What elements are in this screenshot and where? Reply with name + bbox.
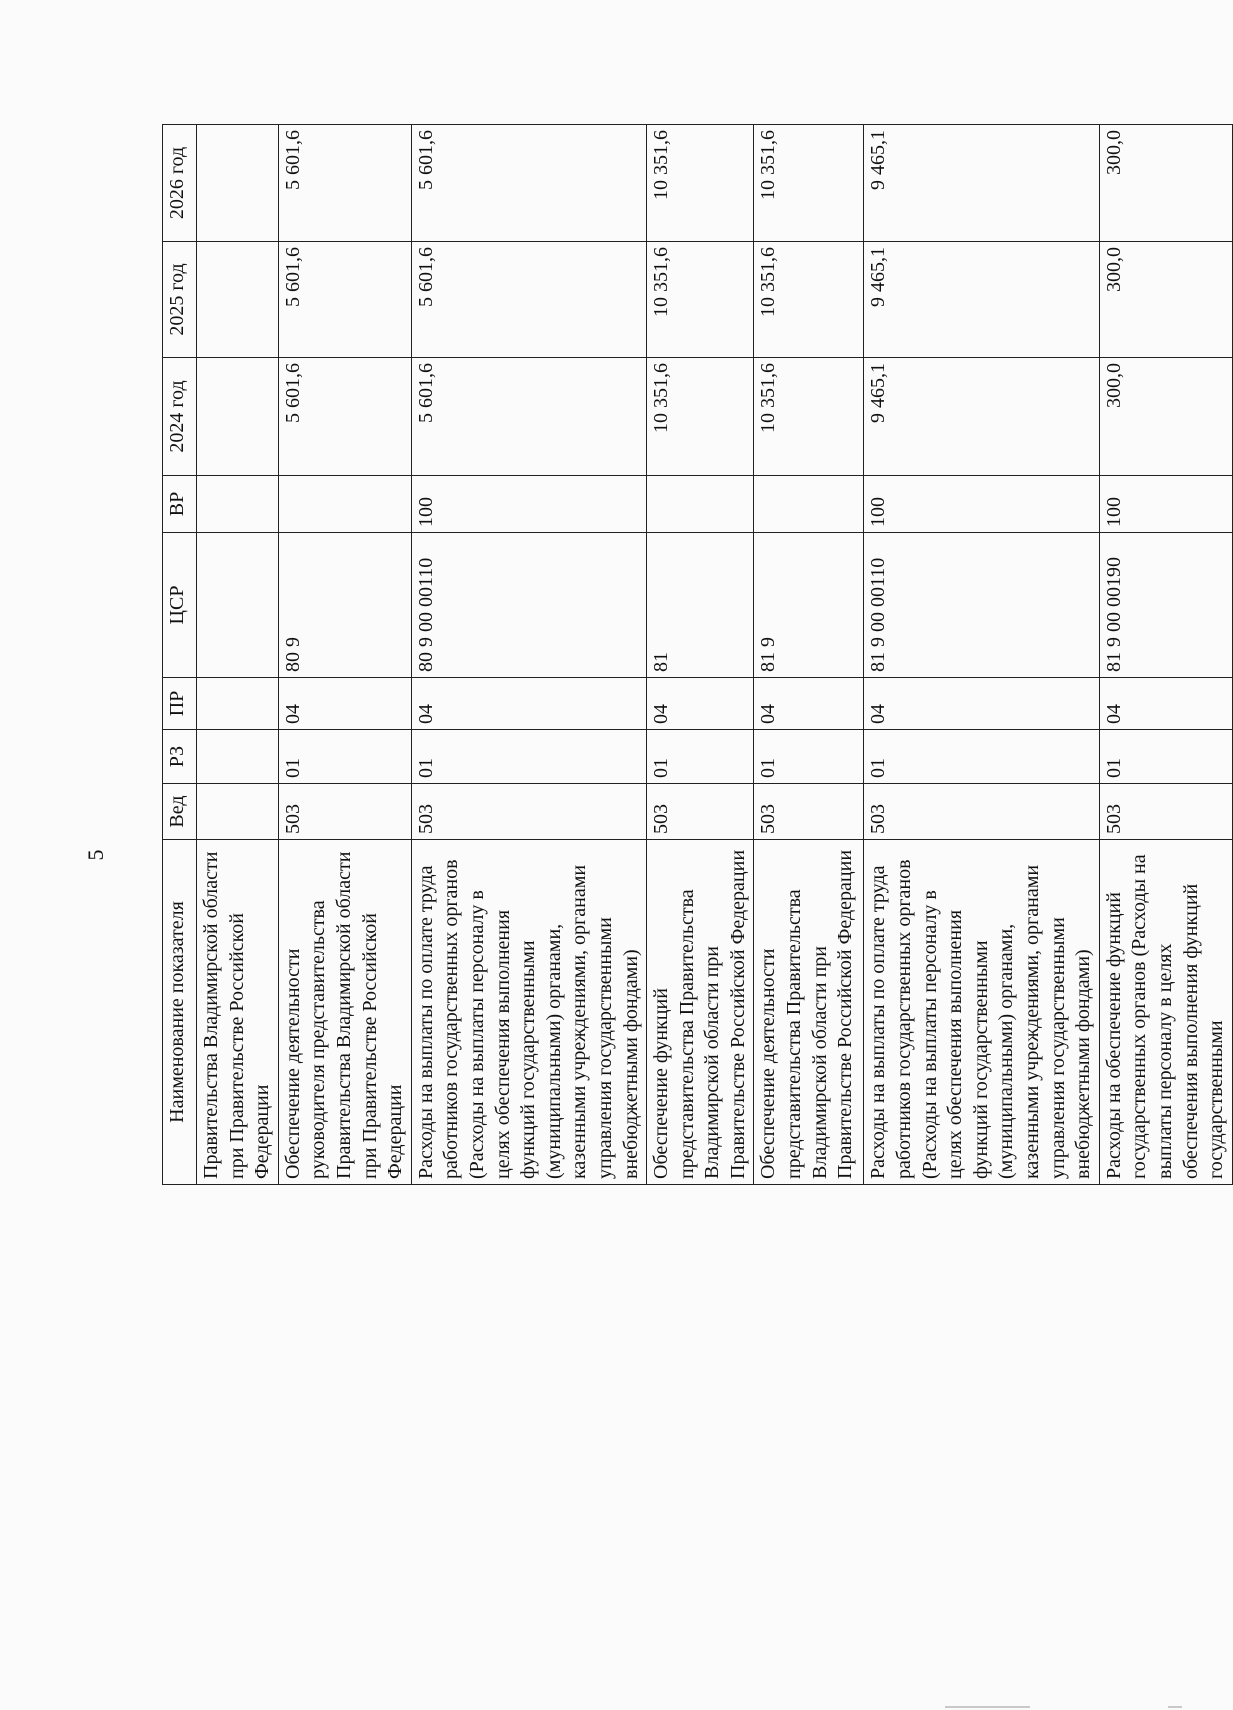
header-name: Наименование показателя <box>163 840 197 1185</box>
cell-vr <box>754 476 864 533</box>
cell-2024: 5 601,6 <box>278 358 411 476</box>
cell-csr: 81 <box>647 533 754 678</box>
cell-csr: 80 9 <box>278 533 411 678</box>
cell-csr: 80 9 00 00110 <box>411 533 646 678</box>
cell-csr: 81 9 00 00190 <box>1099 533 1232 678</box>
cell-ved: 503 <box>864 784 1099 840</box>
cell-pr: 04 <box>411 678 646 730</box>
cell-rz: 01 <box>864 730 1099 784</box>
budget-table <box>162 124 1233 1185</box>
cell-rz: 01 <box>411 730 646 784</box>
cell-2026: 300,0 <box>1099 125 1232 242</box>
cell-2024: 300,0 <box>1099 358 1232 476</box>
cell-2026: 10 351,6 <box>647 125 754 242</box>
cell-2024: 5 601,6 <box>411 358 646 476</box>
cell-rz: 01 <box>1099 730 1232 784</box>
cell-2025: 10 351,6 <box>647 242 754 358</box>
header-2025: 2025 год <box>163 242 197 358</box>
cell-name: Правительства Владимирской области при Правительстве Российской Федерации <box>197 840 279 1185</box>
cell-2025: 5 601,6 <box>278 242 411 358</box>
table-row <box>197 125 279 1185</box>
cell-2026: 10 351,6 <box>754 125 864 242</box>
table-row <box>864 125 1099 1185</box>
header-2026: 2026 год <box>163 125 197 242</box>
cell-2026 <box>197 125 279 242</box>
cell-2024: 9 465,1 <box>864 358 1099 476</box>
cell-ved: 503 <box>278 784 411 840</box>
cell-rz <box>197 730 279 784</box>
cell-pr: 04 <box>1099 678 1232 730</box>
table-row <box>754 125 864 1185</box>
cell-vr: 100 <box>1099 476 1232 533</box>
cell-name: Расходы на выплаты по оплате труда работников государственных органов (Расходы на выплаты персоналу в целях обеспечения выполнения функций государственными (муниципальными) органами, казенными учреждениями, органами управления государственными внебюджетными фондами) <box>864 840 1099 1185</box>
cell-2025: 10 351,6 <box>754 242 864 358</box>
table-header-row <box>163 125 197 1185</box>
cell-csr: 81 9 <box>754 533 864 678</box>
header-vr: ВР <box>163 476 197 533</box>
cell-2026: 5 601,6 <box>278 125 411 242</box>
cell-vr <box>647 476 754 533</box>
cell-2024: 10 351,6 <box>754 358 864 476</box>
cell-rz: 01 <box>754 730 864 784</box>
cell-name: Обеспечение деятельности руководителя представительства Правительства Владимирской области при Правительстве Российской Федерации <box>278 840 411 1185</box>
cell-2024: 10 351,6 <box>647 358 754 476</box>
cell-vr <box>197 476 279 533</box>
table-row <box>1099 125 1232 1185</box>
cell-csr <box>197 533 279 678</box>
scan-edge-mark <box>945 1706 1030 1708</box>
cell-vr <box>278 476 411 533</box>
cell-name: Обеспечение деятельности представительства Правительства Владимирской области при Правительстве Российской Федерации <box>754 840 864 1185</box>
cell-ved: 503 <box>411 784 646 840</box>
cell-ved: 503 <box>754 784 864 840</box>
table-row <box>411 125 646 1185</box>
page-number: 5 <box>83 849 108 861</box>
cell-name: Расходы на обеспечение функций государственных органов (Расходы на выплаты персоналу в целях обеспечения выполнения функций государственными <box>1099 840 1232 1185</box>
cell-2025: 5 601,6 <box>411 242 646 358</box>
cell-2025: 300,0 <box>1099 242 1232 358</box>
cell-vr: 100 <box>864 476 1099 533</box>
cell-pr <box>197 678 279 730</box>
cell-2024 <box>197 358 279 476</box>
cell-name: Расходы на выплаты по оплате труда работников государственных органов (Расходы на выплаты персоналу в целях обеспечения выполнения функций государственными (муниципальными) органами, казенными учреждениями, органами управления государственными внебюджетными фондами) <box>411 840 646 1185</box>
rotated-table-container <box>162 125 1228 1185</box>
header-ved: Вед <box>163 784 197 840</box>
header-rz: РЗ <box>163 730 197 784</box>
cell-ved: 503 <box>1099 784 1232 840</box>
table-row <box>278 125 411 1185</box>
cell-ved <box>197 784 279 840</box>
header-csr: ЦСР <box>163 533 197 678</box>
cell-pr: 04 <box>278 678 411 730</box>
header-2024: 2024 год <box>163 358 197 476</box>
cell-2026: 5 601,6 <box>411 125 646 242</box>
cell-2026: 9 465,1 <box>864 125 1099 242</box>
cell-rz: 01 <box>278 730 411 784</box>
header-pr: ПР <box>163 678 197 730</box>
cell-rz: 01 <box>647 730 754 784</box>
cell-csr: 81 9 00 00110 <box>864 533 1099 678</box>
cell-2025 <box>197 242 279 358</box>
cell-2025: 9 465,1 <box>864 242 1099 358</box>
cell-name: Обеспечение функций представительства Правительства Владимирской области при Правительстве Российской Федерации <box>647 840 754 1185</box>
cell-ved: 503 <box>647 784 754 840</box>
cell-pr: 04 <box>647 678 754 730</box>
table-row <box>647 125 754 1185</box>
cell-pr: 04 <box>754 678 864 730</box>
cell-vr: 100 <box>411 476 646 533</box>
cell-pr: 04 <box>864 678 1099 730</box>
scan-edge-mark <box>1168 1706 1182 1708</box>
